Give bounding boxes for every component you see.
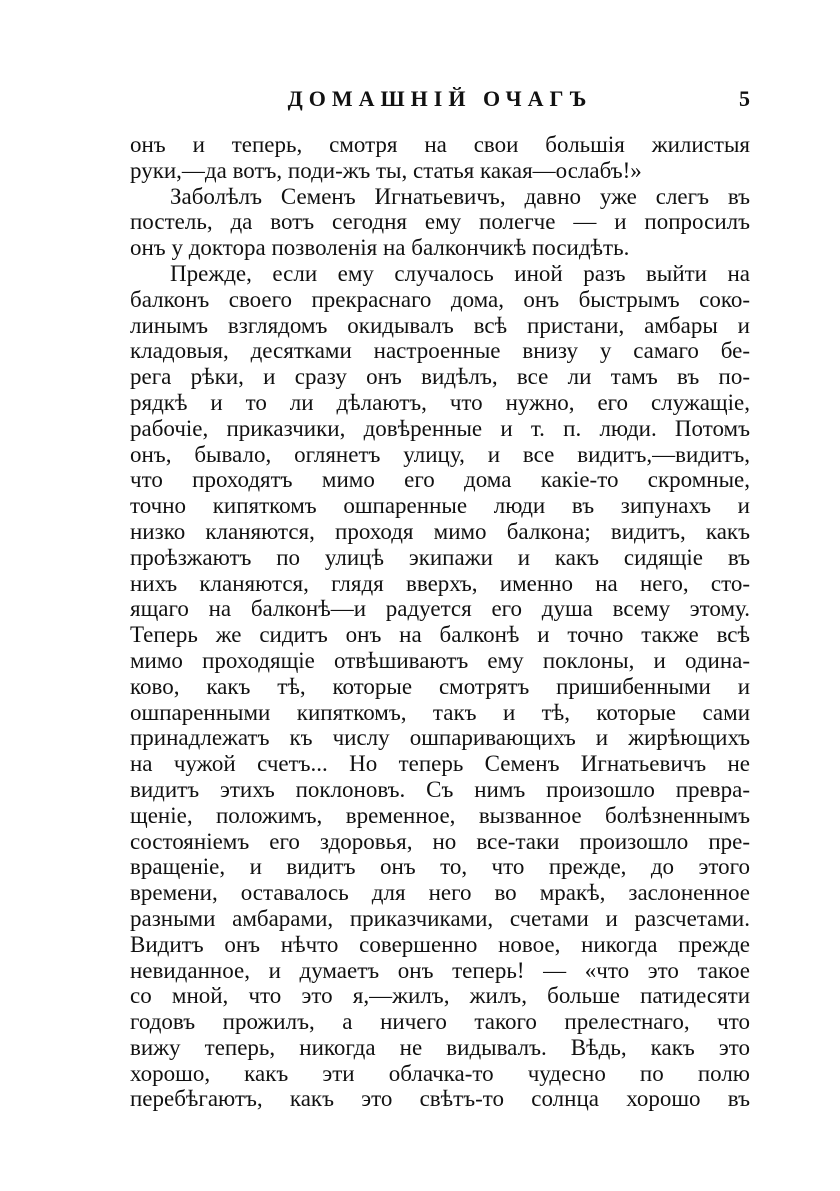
text-line: хорошо, какъ эти облачка-то чудесно по полю: [130, 1060, 750, 1086]
text-line: онъ, бывало, оглянетъ улицу, и все видитъ,—видитъ,: [130, 441, 750, 467]
text-line: времени, оставалось для него во мракѣ, заслоненное: [130, 880, 750, 906]
text-line: рега рѣки, и сразу онъ видѣлъ, все ли тамъ въ по-: [130, 364, 750, 390]
text-line: перебѣгаютъ, какъ это свѣтъ-то солнца хорошо въ: [130, 1086, 750, 1112]
text-line: онъ у доктора позволенія на балкончикѣ посидѣть.: [130, 235, 630, 261]
text-line: видитъ этихъ поклоновъ. Съ нимъ произошло превра-: [130, 776, 750, 802]
running-title: ДОМАШНІЙ ОЧАГЪ: [287, 86, 593, 111]
text-line: онъ и теперь, смотря на свои большія жилистыя: [130, 132, 750, 157]
text-line: постель, да вотъ сегодня ему полегче — и попросилъ: [130, 209, 750, 235]
text-line: вижу теперь, никогда не видывалъ. Вѣдь, какъ это: [130, 1034, 750, 1060]
text-line: рабочіе, приказчики, довѣренные и т. п. люди. Потомъ: [130, 415, 750, 441]
text-line: нихъ кланяются, глядя вверхъ, именно на него, сто-: [130, 570, 750, 596]
text-line: ково, какъ тѣ, которые смотрятъ пришибенными и: [130, 673, 750, 699]
text-line: линымъ взглядомъ окидывалъ всѣ пристани, амбары и: [130, 312, 750, 338]
text-line: Теперь же сидитъ онъ на балконѣ и точно также всѣ: [130, 622, 750, 648]
text-line: ящаго на балконѣ—и радуется его душа всему этому.: [130, 596, 750, 622]
body-text: [130, 132, 750, 1112]
page-header: [130, 86, 750, 116]
text-line: низко кланяются, проходя мимо балкона; видитъ, какъ: [130, 518, 750, 544]
text-line: вращеніе, и видитъ онъ то, что прежде, до этого: [130, 854, 750, 880]
page-number: 5: [739, 86, 750, 111]
text-line: со мной, что это я,—жилъ, жилъ, больше патидесяти: [130, 983, 750, 1009]
text-line: руки,—да вотъ, поди-жъ ты, статья какая—ослабъ!»: [130, 157, 642, 183]
text-line: щеніе, положимъ, временное, вызванное болѣзненнымъ: [130, 802, 750, 828]
text-line: невиданное, и думаетъ онъ теперь! — «что это такое: [130, 957, 750, 983]
text-line: Прежде, если ему случалось иной разъ выйти на: [170, 260, 750, 286]
text-line: рядкѣ и то ли дѣлаютъ, что нужно, его служащіе,: [130, 389, 750, 415]
text-line: кладовыя, десятками настроенные внизу у самаго бе-: [130, 338, 750, 364]
text-line: мимо проходящіе отвѣшиваютъ ему поклоны, и одина-: [130, 647, 750, 673]
text-line: ошпаренными кипяткомъ, такъ и тѣ, которые сами: [130, 699, 750, 725]
text-line: балконъ своего прекраснаго дома, онъ быстрымъ соко-: [130, 286, 750, 312]
text-line: принадлежатъ къ числу ошпаривающихъ и жирѣющихъ: [130, 725, 750, 751]
text-line: точно кипяткомъ ошпаренные люди въ зипунахъ и: [130, 493, 750, 519]
text-line: проѣзжаютъ по улицѣ экипажи и какъ сидящіе въ: [130, 544, 750, 570]
text-line: Заболѣлъ Семенъ Игнатьевичъ, давно уже слегъ въ: [170, 183, 750, 209]
text-line: состояніемъ его здоровья, но все-таки произошло пре-: [130, 828, 750, 854]
text-line: что проходятъ мимо его дома какіе-то скромные,: [130, 467, 750, 493]
text-line: Видитъ онъ нѣчто совершенно новое, никогда прежде: [130, 931, 750, 957]
text-line: на чужой счетъ... Но теперь Семенъ Игнатьевичъ не: [130, 751, 750, 777]
text-line: годовъ прожилъ, а ничего такого прелестнаго, что: [130, 1009, 750, 1035]
text-line: разными амбарами, приказчиками, счетами и разсчетами.: [130, 905, 750, 931]
